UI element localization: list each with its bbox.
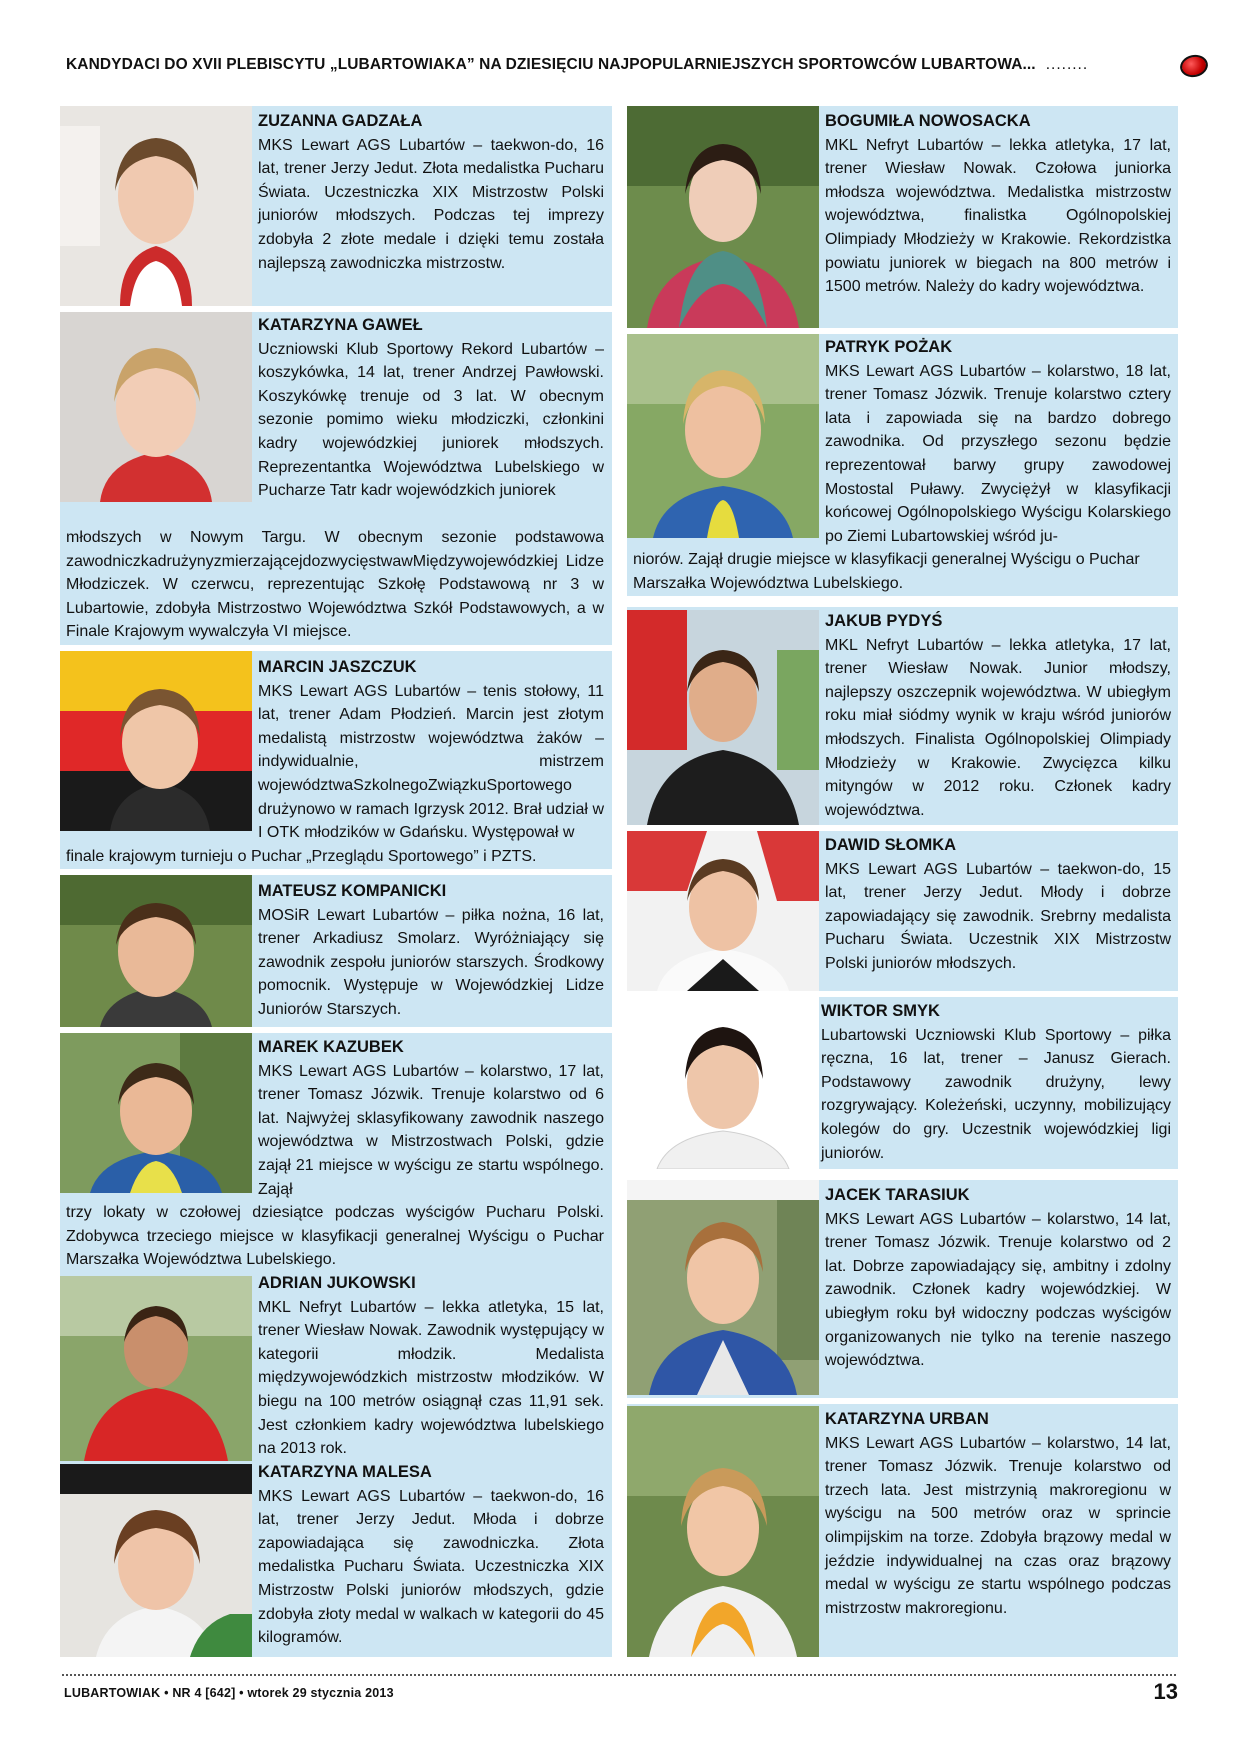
candidate-photo-icon <box>627 610 819 825</box>
candidate-text <box>258 880 604 1022</box>
candidate-name: WIKTOR SMYK <box>821 1002 940 1020</box>
candidate-name: KATARZYNA GAWEŁ <box>258 316 423 334</box>
candidate-text <box>258 1272 604 1461</box>
candidate-text-wrap: trzy lokaty w czołowej dziesiątce podczas wyścigów Pucharu Polski. Zdobywca trzeciego miejsce w klasyfikacji generalnej Wyścigu o Puchar Marszałka Województwa Lubelskiego. <box>66 1204 604 1269</box>
candidate-photo-icon <box>60 312 252 502</box>
candidate-photo-icon <box>60 106 252 306</box>
footer-divider <box>62 1674 1176 1676</box>
candidate-body: MKS Lewart AGS Lubartów – kolarstwo, 14 lat, trener Tomasz Józwik. Trenuje kolarstwo od 2 lat. Dobrze zapowiadający się, ambitny i zdolny zawodnik. Członek kadry wojewódzkiej. W ubiegłym roku był widoczny podczas wyścigów organizowanych nie tylko na terenie naszego województwa. <box>825 1210 1171 1370</box>
candidate-body: MKS Lewart AGS Lubartów – taekwon-do, 16 lat, trener Jerzy Jedut. Młoda i dobrze zapowiadająca się zawodniczka. Złota medalistka Pucharu Świata. Uczestniczka XIX Mistrzostw Polski juniorów młodszych, gdzie zdobyła złoty medal w walkach w kategorii do 45 kilogramów. <box>258 1487 604 1647</box>
candidate-photo-icon <box>60 1033 252 1193</box>
candidate-body: MKS Lewart AGS Lubartów – taekwon-do, 15 lat, trener Jerzy Jedut. Młody i dobrze zapowiadający się zawodnik. Srebrny medalista Pucharu Świata. Uczestnik XIX Mistrzostw Polski juniorów młodszych. <box>825 860 1171 972</box>
candidate-text <box>258 110 604 275</box>
candidate-body: MKS Lewart AGS Lubartów – kolarstwo, 17 lat, trener Tomasz Józwik. Trenuje kolarstwo od 6 lat. Najwyżej sklasyfikowany zawodnik naszego województwa w Mistrzostwach Polski, gdzie zajął 21 miejsce w wyścigu ze startu wspólnego. Zajął <box>258 1062 604 1198</box>
candidate-text <box>258 314 604 503</box>
candidate-name: JACEK TARASIUK <box>825 1186 970 1204</box>
candidate-body: Lubartowski Uczniowski Klub Sportowy – piłka ręczna, 16 lat, trener – Janusz Gierach. Podstawowy zawodnik drużyny, lewy rozgrywający. Koleżeński, uczynny, mobilizujący kolegów do gry. Uczestnik wojewódzkiej ligi juniorów. <box>821 1026 1171 1162</box>
candidate-photo-icon <box>60 1276 252 1461</box>
candidate-text <box>825 834 1171 976</box>
candidate-body: MKS Lewart AGS Lubartów – taekwon-do, 16 lat, trener Jerzy Jedut. Złota medalistka Pucharu Świata. Uczestniczka XIX Mistrzostw Polski juniorów młodszych. Podczas tej imprezy zdobyła 2 złote medale i dzięki temu została najlepszą zawodniczka mistrzostw. <box>258 136 604 272</box>
candidate-photo-icon <box>627 831 819 991</box>
candidate-body: MKL Nefryt Lubartów – lekka atletyka, 17 lat, trener Wiesław Nowak. Czołowa juniorka młodsza województwa. Medalistka mistrzostw województwa, finalistka Ogólnopolskiej Olimpiady Młodzieży w Krakowie. Rekordzistka powiatu juniorek w biegach na 800 metrów i 1500 metrów. Należy do kadry województwa. <box>825 136 1171 296</box>
candidate-text-wrap: finale krajowym turnieju o Puchar „Przeglądu Sportowego” i PZTS. <box>66 848 537 865</box>
header-dots: ........ <box>1045 56 1089 73</box>
candidate-photo-icon <box>627 334 819 538</box>
header-title: KANDYDACI DO XVII PLEBISCYTU „LUBARTOWIAKA” NA DZIESIĘCIU NAJPOPULARNIEJSZYCH SPORTOWCÓW LUBARTOWA... <box>66 56 1036 73</box>
candidate-text <box>825 110 1171 299</box>
candidate-body: MKL Nefryt Lubartów – lekka atletyka, 15 lat, trener Wiesław Nowak. Zawodnik występujący w kategorii młodzik. Medalista międzywojewódzkich mistrzostw młodzików. W biegu na 100 metrów osiągnął czas 11,91 sek. Jest członkiem kadry województwa lubelskiego na 2013 rok. <box>258 1298 604 1458</box>
candidate-name: KATARZYNA MALESA <box>258 1463 432 1481</box>
candidate-body: MKL Nefryt Lubartów – lekka atletyka, 17 lat, trener Wiesław Nowak. Junior młodszy, najlepszy oszczepnik województwa. W ubiegłym roku miał siódmy wynik w kraju wśród juniorów młodszych. Finalista Ogólnopolskiej Olimpiady Młodzieży w Krakowie. Zwycięzca kilku mityngów w 2012 roku. Członek kadry województwa. <box>825 636 1171 819</box>
candidate-text <box>821 1000 1171 1165</box>
candidate-photo-icon <box>60 875 252 1027</box>
candidate-text <box>825 1408 1171 1620</box>
page-number: 13 <box>1153 1679 1178 1704</box>
footer-issue: LUBARTOWIAK • NR 4 [642] • wtorek 29 stycznia 2013 <box>64 1686 394 1700</box>
candidate-text <box>825 336 1171 548</box>
candidate-photo-icon <box>627 106 819 328</box>
candidate-text <box>258 656 604 845</box>
candidate-text <box>258 1036 604 1201</box>
candidate-name: JAKUB PYDYŚ <box>825 612 943 630</box>
candidate-name: ADRIAN JUKOWSKI <box>258 1274 416 1292</box>
candidate-body: MOSiR Lewart Lubartów – piłka nożna, 16 lat, trener Arkadiusz Smolarz. Wyróżniający się zawodnik zespołu juniorów starszych. Środkowy pomocnik. Występuje w Wojewódzkiej Lidze Juniorów Starszych. <box>258 906 604 1018</box>
candidate-name: PATRYK POŻAK <box>825 338 953 356</box>
candidate-text <box>825 610 1171 822</box>
candidate-name: KATARZYNA URBAN <box>825 1410 989 1428</box>
candidate-name: MATEUSZ KOMPANICKI <box>258 882 447 900</box>
candidate-name: BOGUMIŁA NOWOSACKA <box>825 112 1031 130</box>
candidate-body: Uczniowski Klub Sportowy Rekord Lubartów – koszykówka, 14 lat, trener Andrzej Pawłowski. Koszykówkę trenuje od 3 lat. W obecnym sezonie pomimo wieku młodziczki, członkini kadry wojewódzkiej juniorek młodszych. Reprezentantka Województwa Lubelskiego w Pucharze Tatr kadr wojewódzkich juniorek <box>258 340 604 500</box>
candidate-name: MARCIN JASZCZUK <box>258 658 417 676</box>
candidate-photo-icon <box>60 651 252 831</box>
candidate-text-wrap: młodszych w Nowym Targu. W obecnym sezonie podstawowa zawodniczkadrużynyzmierzającejdozwycięstwawMiędzywojewódzkiej Lidze Młodziczek. W czerwcu, reprezentując Szkołę Podstawową nr 3 w Lubartowie, zdobyła Mistrzostwo Województwa Szkół Podstawowych, a w Finale Krajowym wywalczyła VI miejsce. <box>66 529 604 641</box>
candidate-text-wrap: niorów. Zajął drugie miejsce w klasyfikacji generalnej Wyścigu o Puchar Marszałka Województwa Lubelskiego. <box>633 551 1140 592</box>
candidate-photo-icon <box>627 1180 819 1395</box>
candidate-body: MKS Lewart AGS Lubartów – tenis stołowy, 11 lat, trener Adam Płodzień. Marcin jest złotym medalistą mistrzostw województwa żaków – indywidualnie, mistrzem województwaSzkolnegoZwiązkuSportowego drużynowo w ramach Igrzysk 2012. Brał udział w I OTK młodzików w Gdańsku. Występował w <box>258 682 604 842</box>
candidate-photo-icon <box>627 1406 819 1657</box>
page-header <box>66 56 1206 80</box>
candidate-photo-icon <box>627 997 819 1169</box>
candidate-text <box>258 1461 604 1650</box>
candidate-text <box>825 1184 1171 1373</box>
candidate-photo-icon <box>60 1464 252 1657</box>
candidate-body: MKS Lewart AGS Lubartów – kolarstwo, 14 lat, trener Tomasz Józwik. Trenuje kolarstwo od trzech lata. Jest mistrzynią makroregionu w wyścigu na 500 metrów oraz w sprincie olimpijskim na torze. Zdobyła brązowy medal w jeździe indywidualnej na czas oraz brązowy medal w wyścigu ze startu wspólnego podczas mistrzostw makroregionu. <box>825 1434 1171 1617</box>
candidate-name: ZUZANNA GADZAŁA <box>258 112 423 130</box>
candidate-name: MAREK KAZUBEK <box>258 1038 404 1056</box>
candidate-name: DAWID SŁOMKA <box>825 836 957 854</box>
candidate-body: MKS Lewart AGS Lubartów – kolarstwo, 18 lat, trener Tomasz Józwik. Trenuje kolarstwo cztery lata i zapowiada się na bardzo dobrego zawodnika. Od przyszłego sezonu będzie reprezentował barwy grupy zawodowej Mostostal Puławy. Zwyciężył w klasyfikacji końcowej Ogólnopolskiego Wyścigu Kolarskiego po Ziemi Lubartowskiej wśród ju- <box>825 362 1171 545</box>
